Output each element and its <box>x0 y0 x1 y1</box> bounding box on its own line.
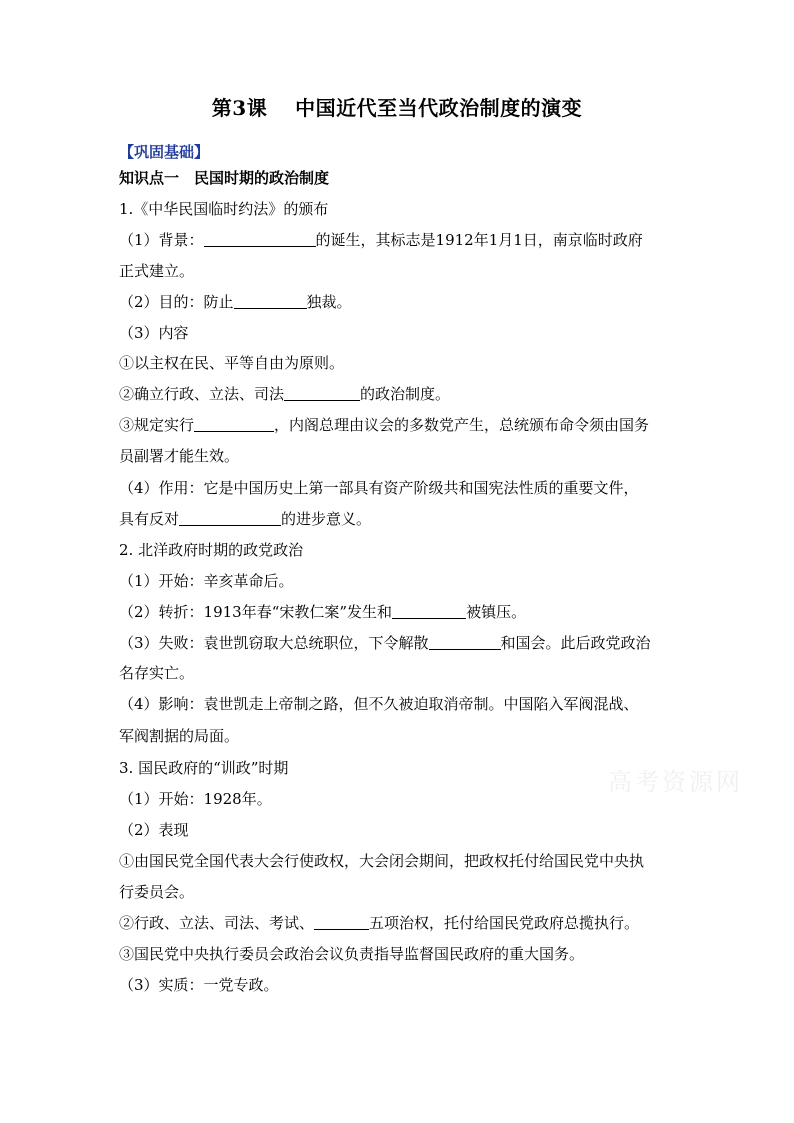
line-purpose <box>119 291 352 313</box>
text: ，内阁总理由议会的多数党产生，总统颁布命令须由国务 <box>274 416 650 434</box>
fill-blank[interactable] <box>429 634 501 650</box>
fill-blank[interactable] <box>314 914 369 930</box>
line-text: 名存实亡。 <box>119 664 195 682</box>
item-2-heading: 2. 北洋政府时期的政党政治 <box>119 541 304 559</box>
line-text: （4）影响：袁世凯走上帝制之路，但不久被迫取消帝制。中国陷入军阀混战、 <box>119 695 639 713</box>
text: 独裁。 <box>306 293 352 311</box>
text: 五项治权，托付给国民党政府总揽执行。 <box>369 914 640 932</box>
text: （2）转折：1913年春“宋教仁案”发生和 <box>119 603 393 621</box>
fill-blank[interactable] <box>392 603 466 619</box>
text: 的进步意义。 <box>281 510 372 528</box>
text: ②确立行政、立法、司法 <box>119 385 285 403</box>
line-text: （4）作用：它是中国历史上第一部具有资产阶级共和国宪法性质的重要文件， <box>119 479 639 497</box>
text: ②行政、立法、司法、考试、 <box>119 914 315 932</box>
line-text: 军阀割据的局面。 <box>119 727 240 745</box>
line-text: ①由国民党全国代表大会行使政权，大会闭会期间，把政权托付给国民党中央执 <box>119 852 645 870</box>
watermark: 高考资源网 <box>608 768 743 796</box>
line-text: （2）表现 <box>119 821 189 839</box>
line-failure <box>119 632 651 654</box>
text: 被镇压。 <box>466 603 527 621</box>
item-1-heading: 1.《中华民国临时约法》的颁布 <box>119 200 329 218</box>
line-content-2 <box>119 383 450 405</box>
fill-blank[interactable] <box>194 416 274 432</box>
line-text: 行委员会。 <box>119 883 195 901</box>
text: （2）目的：防止 <box>119 293 234 311</box>
line-turning-point <box>119 601 526 623</box>
text: ③规定实行 <box>119 416 195 434</box>
line-text: ③国民党中央执行委员会政治会议负责指导监督国民政府的重大国务。 <box>119 945 585 963</box>
line-five-powers <box>119 912 639 934</box>
fill-blank[interactable] <box>204 231 316 247</box>
text: 的政治制度。 <box>360 385 451 403</box>
knowledge-point-heading: 知识点一 民国时期的政治制度 <box>119 169 330 187</box>
line-text: 员副署才能生效。 <box>119 447 240 465</box>
fill-blank[interactable] <box>234 293 307 309</box>
text: 的诞生，其标志是1912年1月1日，南京临时政府 <box>315 231 643 249</box>
line-text: （3）内容 <box>119 324 189 342</box>
line-significance <box>119 508 371 530</box>
item-3-heading: 3. 国民政府的“训政”时期 <box>119 759 289 777</box>
page-title: 第3课 中国近代至当代政治制度的演变 <box>211 96 583 120</box>
line-text: （1）开始：1928年。 <box>119 790 272 808</box>
line-text: 正式建立。 <box>119 262 195 280</box>
fill-blank[interactable] <box>179 510 281 526</box>
line-content-3 <box>119 414 649 436</box>
line-text: （3）实质：一党专政。 <box>119 976 279 994</box>
text: 和国会。此后政党政治 <box>500 634 651 652</box>
line-text: （1）开始：辛亥革命后。 <box>119 572 294 590</box>
line-background <box>119 229 643 251</box>
fill-blank[interactable] <box>284 385 360 401</box>
text: （3）失败：袁世凯窃取大总统职位，下令解散 <box>119 634 429 652</box>
text: （1）背景： <box>119 231 204 249</box>
text: 具有反对 <box>119 510 180 528</box>
line-text: ①以主权在民、平等自由为原则。 <box>119 354 345 372</box>
section-heading: 【巩固基础】 <box>119 143 210 161</box>
